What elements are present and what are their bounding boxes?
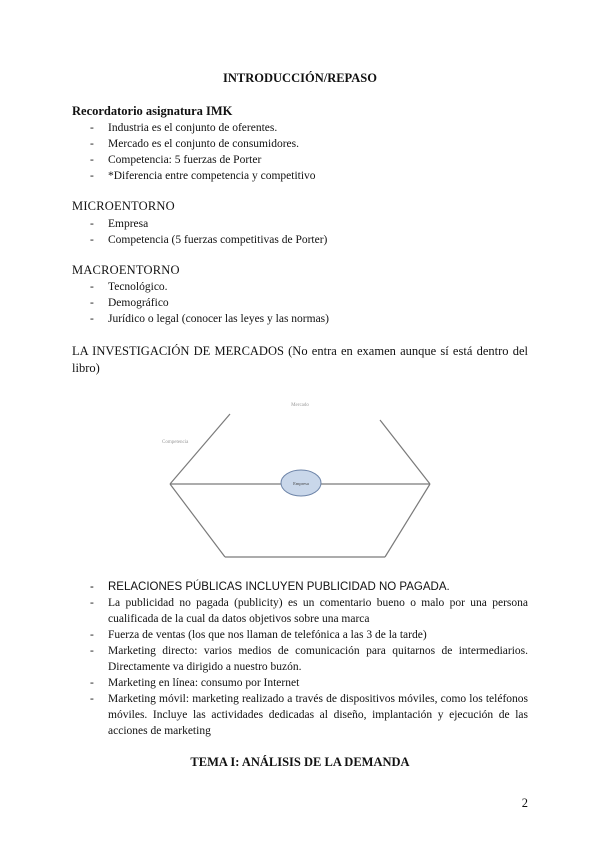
list-item: - Demográfico [72, 295, 329, 311]
tema-title: TEMA I: ANÁLISIS DE LA DEMANDA [190, 755, 410, 769]
list-item: - Empresa [72, 216, 327, 232]
list-item: - Marketing directo: varios medios de comunicación para quitarnos de intermediarios. Directamente va dirigido a nuestro buzón. [72, 643, 528, 675]
empresa-label: Empresa [293, 481, 309, 486]
investigacion-paragraph: LA INVESTIGACIÓN DE MERCADOS (No entra en examen aunque sí está dentro del libro) [72, 344, 528, 375]
list-item: - Mercado es el conjunto de consumidores. [72, 136, 316, 152]
diagram-line [170, 484, 225, 557]
list-item: - Industria es el conjunto de oferentes. [72, 120, 316, 136]
macroentorno-heading: MACROENTORNO [72, 263, 180, 277]
recordatorio-list [72, 120, 316, 184]
list-item: - La publicidad no pagada (publicity) es un comentario bueno o malo por una persona cualificada de la cual da datos objetivos sobre una marca [72, 595, 528, 627]
marketing-list [72, 579, 528, 739]
macroentorno-list [72, 279, 329, 327]
list-item: - Tecnológico. [72, 279, 329, 295]
list-item: - Marketing en línea: consumo por Internet [72, 675, 528, 691]
list-item: - Competencia: 5 fuerzas de Porter [72, 152, 316, 168]
page-title: INTRODUCCIÓN/REPASO [223, 71, 377, 85]
page-number: 2 [521, 796, 528, 810]
market-diagram [150, 392, 450, 564]
diagram-line [385, 484, 430, 557]
diagram-line [380, 420, 430, 484]
list-item: - *Diferencia entre competencia y competitivo [72, 168, 316, 184]
list-item: - Jurídico o legal (conocer las leyes y las normas) [72, 311, 329, 327]
mercado-label: Mercado [291, 403, 309, 408]
microentorno-heading: MICROENTORNO [72, 199, 175, 213]
list-item: - RELACIONES PÚBLICAS INCLUYEN PUBLICIDAD NO PAGADA. [72, 579, 528, 595]
competencia-label: Competencia [162, 440, 189, 445]
diagram-line [170, 414, 230, 484]
list-item: - Competencia (5 fuerzas competitivas de Porter) [72, 232, 327, 248]
recordatorio-heading: Recordatorio asignatura IMK [72, 104, 233, 118]
list-item: - Marketing móvil: marketing realizado a través de dispositivos móviles, como los teléfonos móviles. Incluye las actividades dedicadas al diseño, implantación y ejecución de las acciones de marketing [72, 691, 528, 739]
list-item: - Fuerza de ventas (los que nos llaman de telefónica a las 3 de la tarde) [72, 627, 528, 643]
microentorno-list [72, 216, 327, 248]
